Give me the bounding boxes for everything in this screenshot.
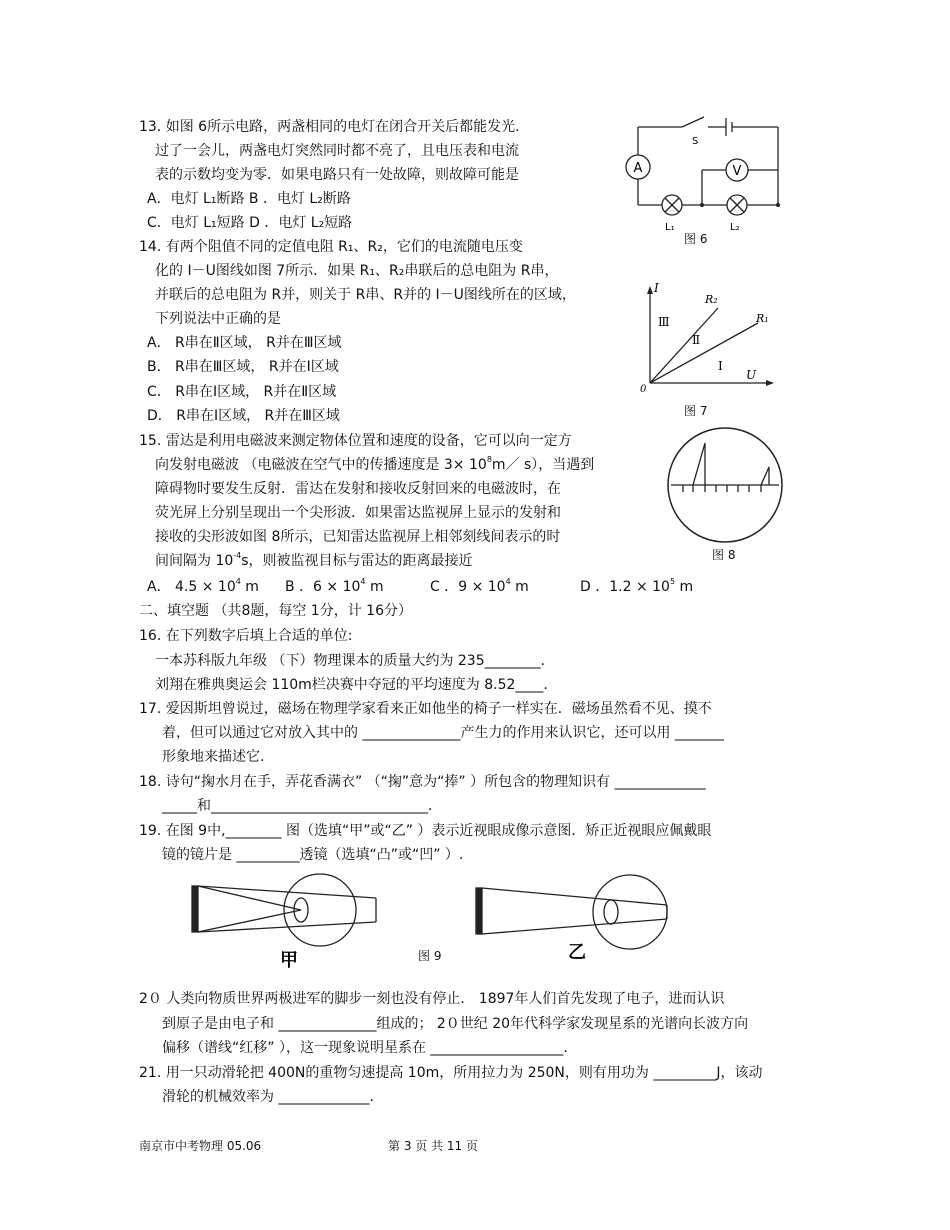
region-1-label: Ⅰ [718, 359, 723, 373]
section-2-heading: 二、填空题 （共8题，每空 1分，计 16分） [139, 603, 412, 619]
switch-label: S [692, 136, 699, 147]
lamp-l1-label: L₁ [665, 222, 675, 233]
q19-line-2: 镜的镜片是 _________透镜（选填“凸”或“凹” ）. [162, 847, 464, 863]
q14-line-2: 化的 I－U图线如图 7所示．如果 R₁、R₂串联后的总电阻为 R串， [155, 263, 559, 279]
q16-line-1: 16. 在下列数字后填上合适的单位: [139, 628, 353, 644]
q15-option-a: A． $4.5 \times 10^4$ m [147, 577, 259, 595]
q20-line-3: 偏移（谱线“红移” ），这一现象说明星系在 ___________________． [162, 1040, 578, 1056]
axis-i-label: I [654, 281, 659, 295]
axis-u-label: U [746, 368, 757, 382]
q14-line-3: 并联后的总电阻为 R并，则关于 R串、R并的 I－U图线所在的区域， [155, 287, 576, 303]
q13-line-1: 13. 如图 6所示电路，两盏相同的电灯在闭合开关后都能发光. [139, 119, 520, 135]
q16-line-2: 一本苏科版九年级 （下）物理课本的质量大约为 235________． [155, 653, 555, 669]
q18-line-1: 18. 诗句“掬水月在手，弄花香满衣” （“掬”意为“捧” ）所包含的物理知识有 _____________ [139, 774, 706, 790]
q17-line-1: 17. 爱因斯坦曾说过，磁场在物理学家看来正如他坐的椅子一样实在．磁场虽然看不见、摸不 [139, 701, 712, 717]
q16-line-3: 刘翔在雅典奥运会 110m栏决赛中夺冠的平均速度为 8.52____． [155, 677, 558, 693]
q14-line-1: 14. 有两个阻值不同的定值电阻 R₁、R₂，它们的电流随电压变 [139, 239, 523, 255]
figure-8-radar-screen [665, 425, 785, 545]
q18-line-2: _____和_______________________________． [162, 798, 442, 814]
q15-line-4: 荧光屏上分别呈现出一个尖形波．如果雷达监视屏上显示的发射和 [155, 505, 561, 521]
eye-diagram-yi [476, 875, 667, 949]
q14-line-4: 下列说法中正确的是 [155, 311, 281, 327]
lamp-l2-label: L₂ [730, 222, 740, 233]
q17-line-2: 着，但可以通过它对放入其中的 ______________产生力的作用来认识它，还可以用 _______ [162, 725, 724, 741]
region-2-label: Ⅱ [692, 333, 701, 347]
line-r1-label: R₁ [756, 312, 769, 325]
footer-page-number: 第 3 页 共 11 页 [388, 1139, 478, 1153]
q14-option-d: D． R串在Ⅰ区域， R并在Ⅲ区域 [147, 408, 340, 424]
figure-8-caption: 图 8 [712, 548, 736, 562]
q19-line-1: 19. 在图 9中,________ 图（选填“甲”或“乙” ）表示近视眼成像示意图．矫正近视眼应佩戴眼 [139, 823, 712, 839]
q13-line-3: 表的示数均变为零．如果电路只有一处故障，则故障可能是 [155, 167, 519, 183]
eye-diagram-jia [192, 874, 376, 946]
figure-6-caption: 图 6 [684, 232, 708, 246]
figure-6-circuit [620, 110, 790, 250]
voltmeter-symbol: V [732, 164, 742, 179]
footer-source: 南京市中考物理 05.06 [139, 1139, 262, 1153]
origin-label: 0 [640, 384, 647, 395]
line-r2-label: R₂ [705, 293, 718, 306]
q15-option-b: B ．$6 \times 10^4$ m [285, 577, 384, 595]
q13-option-cd: C．电灯 L₁短路 D ．电灯 L₂短路 [147, 215, 353, 231]
q13-line-2: 过了一会儿，两盏电灯突然同时都不亮了，且电压表和电流 [155, 143, 519, 159]
q17-line-3: 形象地来描述它. [162, 749, 265, 765]
region-3-label: Ⅲ [658, 315, 670, 329]
q21-line-1: 21. 用一只动滑轮把 400N的重物匀速提高 10m，所用拉力为 250N，则有用功为 _________J，该动 [139, 1065, 763, 1081]
figure-7-graph [630, 280, 780, 400]
q15-line-3: 障碍物时要发生反射．雷达在发射和接收反射回来的电磁波时，在 [155, 481, 561, 497]
q21-line-2: 滑轮的机械效率为 _____________． [162, 1089, 384, 1105]
label-yi: 乙 [568, 942, 586, 963]
q14-option-c: C． R串在Ⅰ区域， R并在Ⅱ区域 [147, 384, 337, 400]
ammeter-symbol: A [633, 161, 643, 176]
q14-option-a: A． R串在Ⅱ区域， R并在Ⅲ区域 [147, 335, 342, 351]
q15-option-d: D ．$1.2 \times 10^5$ m [580, 577, 694, 595]
figure-7-caption: 图 7 [684, 404, 708, 418]
figure-9-eyes [180, 872, 740, 972]
q20-line-1: 2０ 人类向物质世界两极进军的脚步一刻也没有停止． 1897年人们首先发现了电子，进而认识 [139, 991, 725, 1007]
q15-option-c: C ．$9 \times 10^4$ m [430, 577, 529, 595]
q14-option-b: B． R串在Ⅲ区域， R并在Ⅰ区域 [147, 359, 339, 375]
figure-9-caption: 图 9 [418, 949, 442, 963]
q15-line-2: 向发射电磁波 （电磁波在空气中的传播速度是 $3\times 10^8m/$ s），当遇到 [155, 455, 595, 473]
q13-option-ab: A．电灯 L₁断路 B ．电灯 L₂断路 [147, 191, 351, 207]
label-jia: 甲 [280, 950, 298, 971]
q15-line-5: 接收的尖形波如图 8所示，已知雷达监视屏上相邻刻线间表示的时 [155, 529, 561, 545]
q15-line-6: 间间隔为 $10^{-4}s$，则被监视目标与雷达的距离最接近 [155, 551, 473, 569]
q20-line-2: 到原子是由电子和 ______________组成的； 2０世纪 20年代科学家发现星系的光谱向长波方向 [162, 1016, 749, 1032]
q15-line-1: 15. 雷达是利用电磁波来测定物体位置和速度的设备，它可以向一定方 [139, 433, 572, 449]
